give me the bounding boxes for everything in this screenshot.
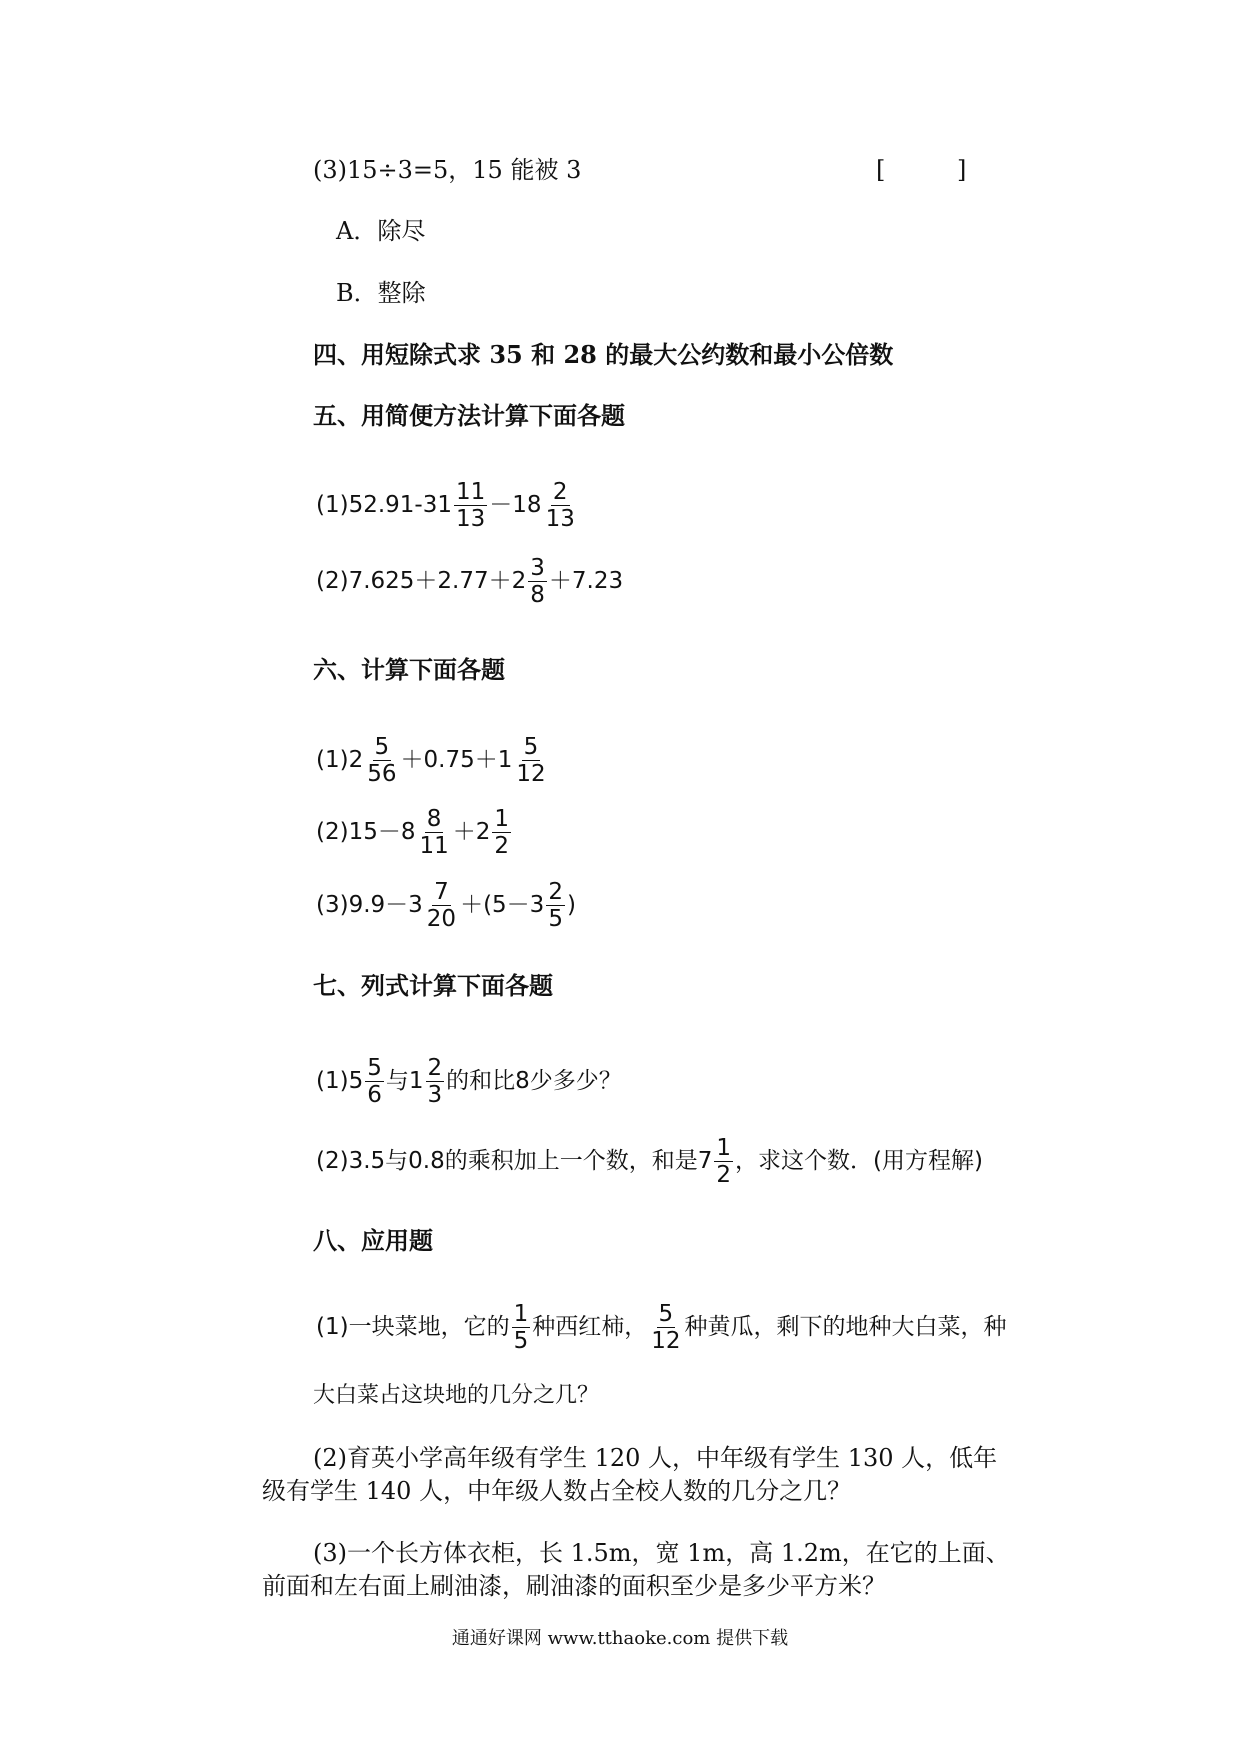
fraction: $\frac{2}{3}$ xyxy=(427,1055,443,1109)
question-6-2: (2)15－8 $\frac{8}{11}$ ＋2 $\frac{1}{2}$ xyxy=(316,806,510,860)
fraction: $\frac{5}{12}$ xyxy=(516,734,546,788)
question-8-2-line2: 级有学生 140 人，中年级人数占全校人数的几分之几？ xyxy=(262,1477,852,1505)
question-6-1: (1)2 $\frac{5}{56}$ ＋0.75＋1 $\frac{5}{12}$ xyxy=(316,734,546,788)
fraction: $\frac{5}{12}$ xyxy=(651,1301,681,1355)
question-5-2: (2)7.625＋2.77＋2 $\frac{3}{8}$ ＋7.23 xyxy=(316,555,624,609)
answer-bracket-left: [ xyxy=(876,156,886,184)
section-4-title: 四、用短除式求 35 和 28 的最大公约数和最小公倍数 xyxy=(313,340,894,369)
section-6-title: 六、计算下面各题 xyxy=(313,655,505,684)
fraction: $\frac{1}{2}$ xyxy=(716,1135,732,1189)
page-footer: 通通好课网 www.tthaoke.com 提供下载 xyxy=(451,1628,789,1649)
question-3-3: (3)15÷3=5，15 能被 3 xyxy=(313,156,582,184)
fraction: $\frac{2}{13}$ xyxy=(545,479,575,533)
question-5-1: (1)52.91-31 $\frac{11}{13}$ －18 $\frac{2}{13}$ xyxy=(316,479,575,533)
option-a: A．除尽 xyxy=(336,217,426,245)
question-8-2-line1: (2)育英小学高年级有学生 120 人，中年级有学生 130 人，低年 xyxy=(313,1444,998,1472)
fraction: $\frac{3}{8}$ xyxy=(530,555,545,609)
question-7-2: (2)3.5与0.8的乘积加上一个数，和是7 $\frac{1}{2}$ ，求这个数．(用方程解) xyxy=(316,1135,983,1189)
answer-bracket-right: ] xyxy=(957,156,967,184)
question-8-1-line2: 大白菜占这块地的几分之几？ xyxy=(313,1383,600,1408)
fraction: $\frac{8}{11}$ xyxy=(419,806,449,860)
question-8-3-line1: (3)一个长方体衣柜，长 1.5m，宽 1m，高 1.2m，在它的上面、 xyxy=(313,1539,1010,1567)
section-7-title: 七、列式计算下面各题 xyxy=(313,971,553,1000)
question-8-1-line1: (1)一块菜地，它的 $\frac{1}{5}$ 种西红柿， $\frac{5}{12}$ 种黄瓜，剩下的地种大白菜，种 xyxy=(316,1301,1007,1355)
fraction: $\frac{1}{5}$ xyxy=(513,1301,529,1355)
fraction: $\frac{11}{13}$ xyxy=(456,479,486,533)
fraction: $\frac{5}{56}$ xyxy=(367,734,397,788)
fraction: $\frac{2}{5}$ xyxy=(548,879,563,933)
fraction: $\frac{1}{2}$ xyxy=(494,806,510,860)
fraction: $\frac{5}{6}$ xyxy=(367,1055,382,1109)
question-7-1: (1)5 $\frac{5}{6}$ 与1 $\frac{2}{3}$ 的和比8少多少？ xyxy=(316,1055,622,1109)
question-6-3: (3)9.9－3 $\frac{7}{20}$ ＋(5－3 $\frac{2}{5}$ ) xyxy=(316,879,576,933)
fraction: $\frac{7}{20}$ xyxy=(426,879,457,933)
option-b: B．整除 xyxy=(336,279,426,307)
section-5-title: 五、用简便方法计算下面各题 xyxy=(313,401,625,430)
section-8-title: 八、应用题 xyxy=(313,1226,433,1255)
question-8-3-line2: 前面和左右面上刷油漆，刷油漆的面积至少是多少平方米？ xyxy=(262,1572,886,1600)
